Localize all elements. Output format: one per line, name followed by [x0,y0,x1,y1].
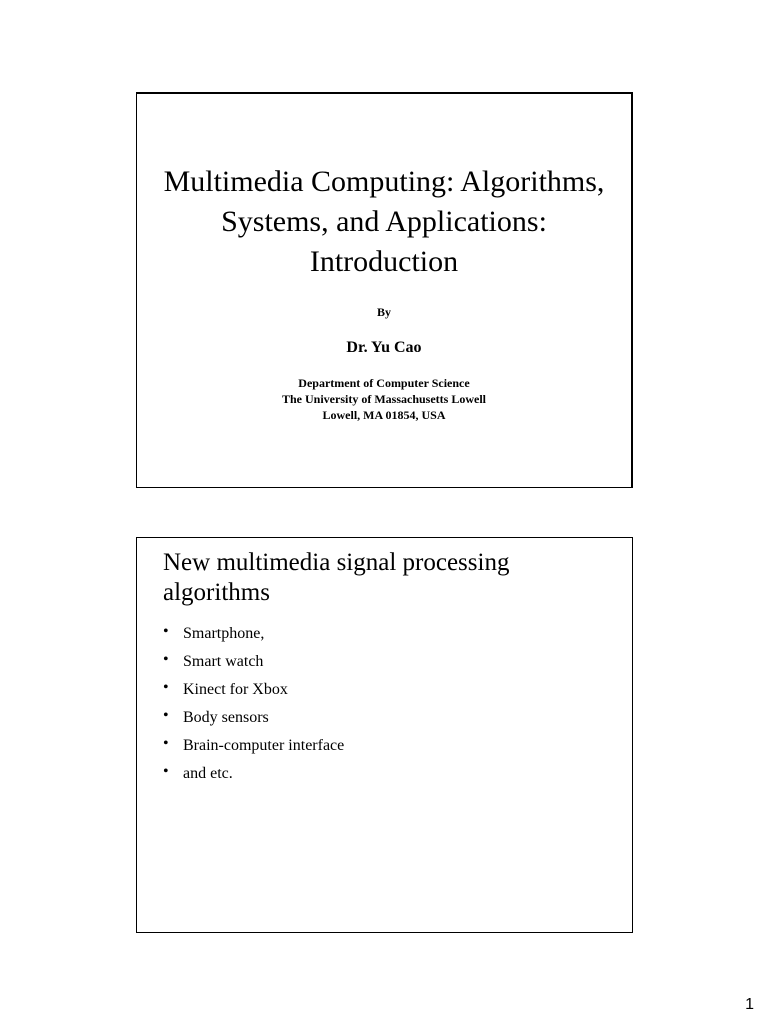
bullet-icon: • [163,763,169,780]
bullet-icon: • [163,651,169,668]
heading-line: New multimedia signal processing [163,549,510,576]
affiliation-line: Department of Computer Science [298,376,470,390]
author-name: Dr. Yu Cao [346,339,422,356]
title-line: Introduction [309,245,459,278]
slide-title-heading [137,162,631,282]
affiliation [137,375,631,423]
list-item-text: Brain-computer interface [183,737,345,754]
bullet-list [163,620,344,788]
bullet-icon: • [163,707,169,724]
list-item [163,732,344,760]
heading-line: algorithms [163,579,270,606]
list-item-text: Kinect for Xbox [183,681,288,698]
list-item-text: Body sensors [183,709,269,726]
list-item [163,704,344,732]
list-item-text: Smartphone, [183,625,265,642]
title-line: Multimedia Computing: Algorithms, [163,165,605,198]
by-label: By [376,305,391,319]
bullet-icon: • [163,735,169,752]
affiliation-line: Lowell, MA 01854, USA [322,408,446,422]
page-number: 1 [745,996,754,1013]
list-item-text: and etc. [183,765,233,782]
list-item [163,648,344,676]
slide-title [136,92,633,488]
slide-heading [163,548,509,608]
list-item [163,620,344,648]
title-line: Systems, and Applications: [221,205,547,238]
list-item [163,760,344,788]
list-item [163,676,344,704]
bullet-icon: • [163,623,169,640]
list-item-text: Smart watch [183,653,264,670]
affiliation-line: The University of Massachusetts Lowell [282,392,486,406]
slide-algorithms [136,537,633,933]
bullet-icon: • [163,679,169,696]
